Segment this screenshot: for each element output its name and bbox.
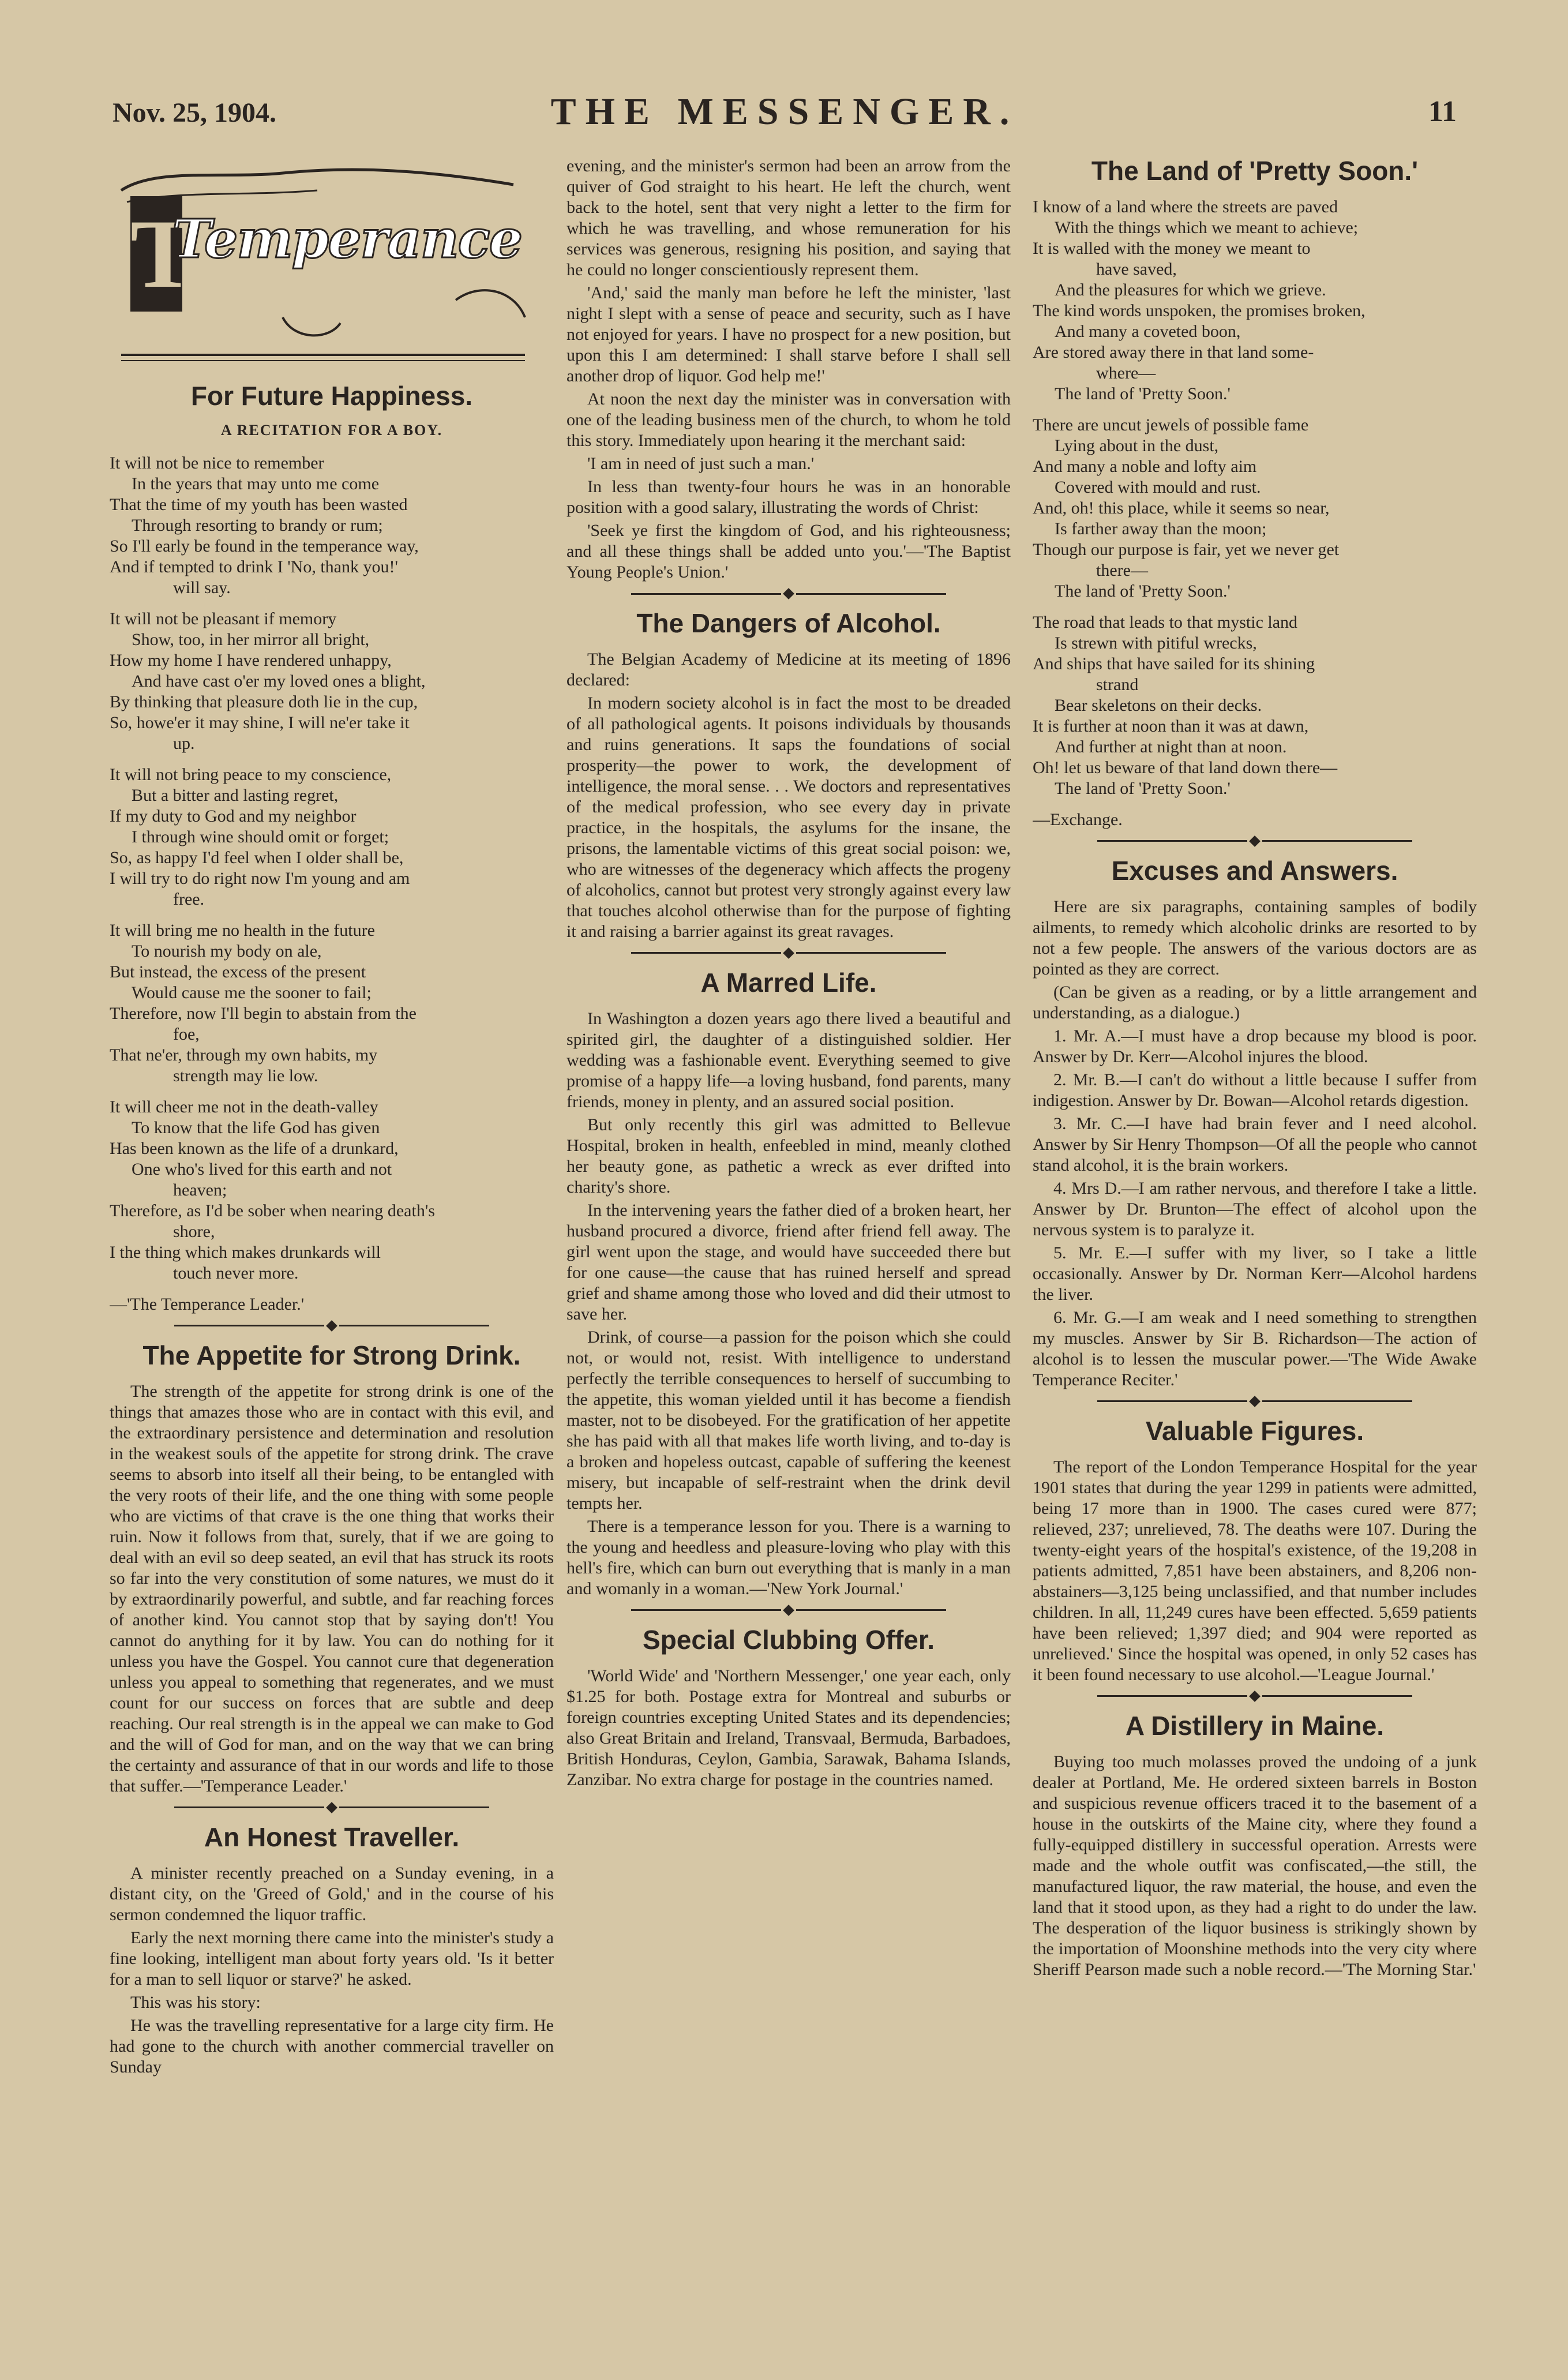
poem-line: foe, [173,1024,200,1044]
poem-line: So, as happy I'd feel when I older shall be, [110,848,404,867]
poem-line: free. [173,889,205,909]
column-2 [567,156,1011,2348]
article-title: A Distillery in Maine. [1125,1710,1385,1741]
paragraph: 'And,' said the manly man before he left the minister, 'last night I slept with a sense of peace and security, such as I have not enjoyed for years. I have no prospect for a new position, but upon this I am determined: I shall starve before I shall sell another drop of liquor. God help me!' [567,283,1011,385]
article-body [1033,897,1477,1390]
paragraph: In modern society alcohol is in fact the most to be dreaded of all pathological agents. It poisons individuals by thousands and ruins generations. It saps the foundations of social prosperity—the power to work, the development of intelligence, the moral sense. . . We doctors and representatives of the medical profession, who see every day in private practice, in the hospitals, the asylums for the insane, the prisons, the lamentable victims of this great social poison: we, who are witnesses of the degeneracy which affects the progeny of alcoholics, cannot but protest very strongly against every law that touches alcohol otherwise than for the purpose of fighting it and raising a barrier against its great ravages. [567,693,1011,941]
poem-line: have saved, [1096,259,1177,279]
poem-line: But instead, the excess of the present [110,962,366,981]
poem-line: touch never more. [173,1263,299,1283]
paragraph: Early the next morning there came into the minister's study a fine looking, intelligent man about forty years old. 'Is it better for a man to sell liquor or starve?' he asked. [110,1928,554,1989]
poem-line: Therefore, as I'd be sober when nearing death's [110,1201,435,1220]
poem-line: The road that leads to that mystic land [1033,612,1298,632]
poem-line: The land of 'Pretty Soon.' [1055,778,1231,798]
poem-line: One who's lived for this earth and not [132,1159,392,1179]
poem-line: Through resorting to brandy or rum; [132,515,383,535]
poem-line: And ships that have sailed for its shining [1033,654,1315,673]
poem-line: strand [1096,674,1139,694]
paragraph: 'Seek ye first the kingdom of God, and his righteousness; and all these things shall be added unto you.'—'The Baptist Young People's Union.' [567,521,1011,582]
paragraph: 6. Mr. G.—I am weak and I need something to strengthen my muscles. Answer by Sir B. Richardson—The action of alcohol is to lessen the muscular power.—'The Wide Awake Temperance Reciter.' [1033,1307,1477,1389]
section-divider [567,1606,1011,1614]
poem-line: It is walled with the money we meant to [1033,238,1311,258]
poem-line: Is farther away than the moon; [1055,519,1267,538]
article-body [567,1666,1011,1790]
paragraph: He was the travelling representative for a large city firm. He had gone to the church with another commercial traveller on Sunday [110,2015,554,2077]
paragraph: 3. Mr. C.—I have had brain fever and I need alcohol. Answer by Sir Henry Thompson—Of all the people who cannot stand alcohol, it is the brain workers. [1033,1114,1477,1175]
poem-line: Lying about in the dust, [1055,436,1219,455]
paragraph: A minister recently preached on a Sunday evening, in a distant city, on the 'Greed of Gold,' and in the course of his sermon condemned the liquor traffic. [110,1863,554,1924]
poem-line: Bear skeletons on their decks. [1055,695,1262,715]
paragraph: In less than twenty-four hours he was in an honorable position with a good salary, illustrating the words of Christ: [567,477,1011,517]
poem-line: Is strewn with pitiful wrecks, [1055,633,1257,653]
paragraph: 'World Wide' and 'Northern Messenger,' one year each, only $1.25 for both. Postage extra for Montreal and suburbs or foreign countries excepting United States and its dependencies; also Great Britain and Ireland, Transvaal, Bermuda, Barbadoes, British Honduras, Ceylon, Gambia, Sarawak, Bahama Islands, Zanzibar. No extra charge for postage in the countries named. [567,1666,1011,1789]
section-divider [110,1804,554,1812]
poem-line: And many a noble and lofty aim [1033,456,1257,476]
section-divider [567,949,1011,957]
poem-line: It will not be nice to remember [110,453,324,473]
poem-line: Would cause me the sooner to fail; [132,983,372,1002]
poem-line: But a bitter and lasting regret, [132,785,339,805]
poem-line: With the things which we meant to achieve; [1055,218,1359,237]
poem-line: And have cast o'er my loved ones a blight, [132,671,426,691]
poem-line: And many a coveted boon, [1055,321,1241,341]
paragraph: Buying too much molasses proved the undoing of a junk dealer at Portland, Me. He ordered sixteen barrels in Boston and suspicious revenue officers traced it to the basement of a house in the outskirts of the Maine city, where they found a fully-equipped distillery in successful operation. Arrests were made and the whole outfit was confiscated,—the still, the manufactured liquor, the raw material, the house, and even the land that it stood upon, as they had a right to do under the law. The desperation of the liquor business is strikingly shown by the importation of Moonshine methods into the very city where Sheriff Pearson made such a noble record.—'The Morning Star.' [1033,1752,1477,1979]
poem-line: It will cheer me not in the death-valley [110,1097,378,1116]
article-title: Special Clubbing Offer. [642,1624,935,1655]
poem-line: To know that the life God has given [132,1118,380,1137]
poem-line: To nourish my body on ale, [132,941,322,961]
paragraph: Here are six paragraphs, containing samples of bodily ailments, to remedy which alcoholic drinks are resorted to by not a few people. The answers of the various doctors are as pointed as they are correct. [1033,897,1477,979]
poem-line: That the time of my youth has been wasted [110,494,408,514]
masthead: THE MESSENGER. [550,91,1019,133]
article-body [1033,1752,1477,1980]
paragraph: At noon the next day the minister was in conversation with one of the leading business men of the church, to whom he told this story. Immediately upon hearing it the merchant said: [567,389,1011,450]
poem-line: shore, [173,1221,215,1241]
section-divider [1033,1692,1477,1700]
poem-line: And, oh! this place, while it seems so near, [1033,498,1330,518]
poem-line: If my duty to God and my neighbor [110,806,357,826]
paragraph: evening, and the minister's sermon had been an arrow from the quiver of God straight to his heart. He left the church, went back to the hotel, sent that very night a letter to the firm for which he was travelling, and whose remuneration for his services was generous, resigning his position, and saying that he could no longer conscientiously represent them. [567,156,1011,279]
article-body [567,649,1011,942]
section-divider [1033,1397,1477,1405]
article-title: The Appetite for Strong Drink. [142,1340,521,1370]
paragraph: Drink, of course—a passion for the poison which she could not, or would not, resist. With intelligence to understand perfectly the terrible consequences to herself of succumbing to the appetite, this woman yielded until it has become a fiendish master, not to be disobeyed. For the gratification of her appetite she has paid with all that makes life worth living, and to-day is a broken and hopeless outcast, capable of suffering the keenest misery, but incapable of self-restraint when the drink devil tempts her. [567,1327,1011,1513]
article-title: The Land of 'Pretty Soon.' [1091,156,1419,186]
poem-line: heaven; [173,1180,227,1200]
poem-line: Though our purpose is fair, yet we never get [1033,539,1340,559]
poem-line: How my home I have rendered unhappy, [110,650,392,670]
poem-line: The land of 'Pretty Soon.' [1055,384,1231,403]
poem-line: Are stored away there in that land some- [1033,342,1314,362]
article-subtitle: A RECITATION FOR A BOY. [220,421,443,438]
poem-line: It is further at noon than it was at dawn, [1033,716,1309,736]
poem-line: Oh! let us beware of that land down there— [1033,758,1338,777]
section-divider [1033,837,1477,845]
paragraph: The strength of the appetite for strong drink is one of the things that amazes those who are in contact with this evil, and the extraordinary persistence and determination and resolution in the weakest souls of the appetite for strong drink. The crave seems to absorb into itself all their being, to be entangled with the very roots of their life, and the one thing with some people who are victims of that crave is the one thing that works their ruin. Now it follows from that, surely, that if we are going to deal with an evil so deep seated, an evil that has struck its roots so far into the very constitution of some natures, we must do it by extraordinarily powerful, and subtle, and far reaching forces of another kind. You cannot stop that by saying don't! You cannot do anything for it by law. You can do nothing for it unless you have the Gospel. You cannot cure that degeneration unless you appeal to something that regenerates, and we must count for our success on forces that are subtle and deep reaching. Our real strength is in the appeal we can make to God and the will of God for man, and on the way that we can bring the certainty and assurance of that in our words and life to those that suffer.—'Temperance Leader.' [110,1381,554,1796]
article-title: Excuses and Answers. [1111,855,1398,886]
poem-line: The land of 'Pretty Soon.' [1055,581,1231,601]
section-divider [110,1322,554,1330]
poem [110,453,554,1284]
poem-line: there— [1096,560,1148,580]
poem-line: Therefore, now I'll begin to abstain from the [110,1003,417,1023]
poem-line: Show, too, in her mirror all bright, [132,629,370,649]
paragraph: In Washington a dozen years ago there lived a beautiful and spirited girl, the daughter of a distinguished soldier. Her wedding was a fashionable event. Everything seemed to give promise of a happy life—a loving husband, fond parents, many friends, money in plenty, and an assured social position. [567,1009,1011,1111]
paragraph: 'I am in need of just such a man.' [587,454,815,473]
poem-line: So I'll early be found in the temperance way, [110,536,419,556]
paragraph: 2. Mr. B.—I can't do without a little because I suffer from indigestion. Answer by Dr. Bowan—Alcohol retards digestion. [1033,1070,1477,1110]
department-banner [110,156,554,369]
department-title: Temperance [172,208,522,270]
poem-line: By thinking that pleasure doth lie in the cup, [110,692,418,711]
poem-line: Has been known as the life of a drunkard, [110,1138,399,1158]
section-divider [567,590,1011,598]
poem-line: It will bring me no health in the future [110,920,375,940]
poem-line: And if tempted to drink I 'No, thank you!' [110,557,398,576]
paragraph: The Belgian Academy of Medicine at its meeting of 1896 declared: [567,649,1011,689]
article-body [110,1381,554,1797]
poem-line: There are uncut jewels of possible fame [1033,415,1309,434]
paragraph: 4. Mrs D.—I am rather nervous, and therefore I take a little. Answer by Dr. Brunton—The effect of alcohol upon the nervous system is to paralyze it. [1033,1178,1477,1239]
issue-date: Nov. 25, 1904. [112,98,277,128]
paragraph: 5. Mr. E.—I suffer with my liver, so I take a little occasionally. Answer by Dr. Norman Kerr—Alcohol hardens the liver. [1033,1243,1477,1304]
column-1 [110,156,554,2348]
article-body-continued [567,156,1011,583]
poem-line: So, howe'er it may shine, I will ne'er take it [110,713,410,732]
poem [1033,197,1477,799]
poem-line: strength may lie low. [173,1066,318,1085]
column-3 [1033,156,1477,2348]
poem-line: In the years that may unto me come [132,474,380,493]
drop-capital: T [130,196,182,312]
article-body [110,1863,554,2078]
poem-line: I will try to do right now I'm young and am [110,868,410,888]
paragraph: This was his story: [130,1992,261,2012]
article-body [567,1009,1011,1599]
poem-line: I know of a land where the streets are paved [1033,197,1338,216]
poem-line: where— [1096,363,1156,383]
poem-line: That ne'er, through my own habits, my [110,1045,378,1065]
paragraph: But only recently this girl was admitted to Bellevue Hospital, broken in health, enfeebled in mind, meanly clothed her beauty gone, as pathetic a wreck as ever drifted into charity's shore. [567,1115,1011,1197]
article-body [1033,1457,1477,1685]
paragraph: (Can be given as a reading, or by a little arrangement and understanding, as a dialogue.) [1033,982,1477,1022]
poem-line: It will not be pleasant if memory [110,609,337,628]
article-title: An Honest Traveller. [204,1821,460,1852]
poem-line: And further at night than at noon. [1055,737,1287,756]
poem-line: I through wine should omit or forget; [132,827,389,846]
paragraph: The report of the London Temperance Hospital for the year 1901 states that during the year 1299 in patients were admitted, being 17 more than in 1900. The cases cured were 877; relieved, 237; unrelieved, 78. The deaths were 107. During the twenty-eight years of the hospital's existence, of the 19,208 in patients admitted, 7,851 have been abstainers, and 8,206 non-abstainers—3,125 being unclassified, and that number includes children. In all, 11,249 cures have been effected. 5,659 patients have been relieved; 1,397 died; and 904 were reported as unrelieved.' Since the hospital was opened, in only 52 cases has it been found necessary to use alcohol.—'League Journal.' [1033,1457,1477,1684]
poem-line: Covered with mould and rust. [1055,477,1261,497]
poem-line: up. [173,733,195,753]
article-title: For Future Happiness. [190,381,473,411]
article-title: The Dangers of Alcohol. [636,608,941,638]
poem-line: I the thing which makes drunkards will [110,1242,381,1262]
page-header [112,87,1457,138]
article-source: —'The Temperance Leader.' [110,1294,305,1314]
poem-line: will say. [173,578,231,597]
poem-line: And the pleasures for which we grieve. [1055,280,1326,299]
paragraph: There is a temperance lesson for you. There is a warning to the young and heedless and pleasure-loving who play with this hell's fire, which can burn out everything that is manly in a man and womanly in a woman.—'New York Journal.' [567,1516,1011,1598]
paragraph: In the intervening years the father died of a broken heart, her husband procured a divorce, friend after friend fell away. The girl went upon the stage, and would have succeeded there but for one cause—the cause that has ruined herself and spread grief and shame among those who loved and did their utmost to save her. [567,1200,1011,1324]
article-title: Valuable Figures. [1145,1415,1364,1446]
poem-line: It will not bring peace to my conscience, [110,764,392,784]
page-number: 11 [1428,95,1457,128]
paragraph: 1. Mr. A.—I must have a drop because my blood is poor. Answer by Dr. Kerr—Alcohol injures the blood. [1033,1026,1477,1066]
poem-line: The kind words unspoken, the promises broken, [1033,301,1366,320]
article-source: —Exchange. [1033,809,1123,829]
article-title: A Marred Life. [700,967,877,998]
